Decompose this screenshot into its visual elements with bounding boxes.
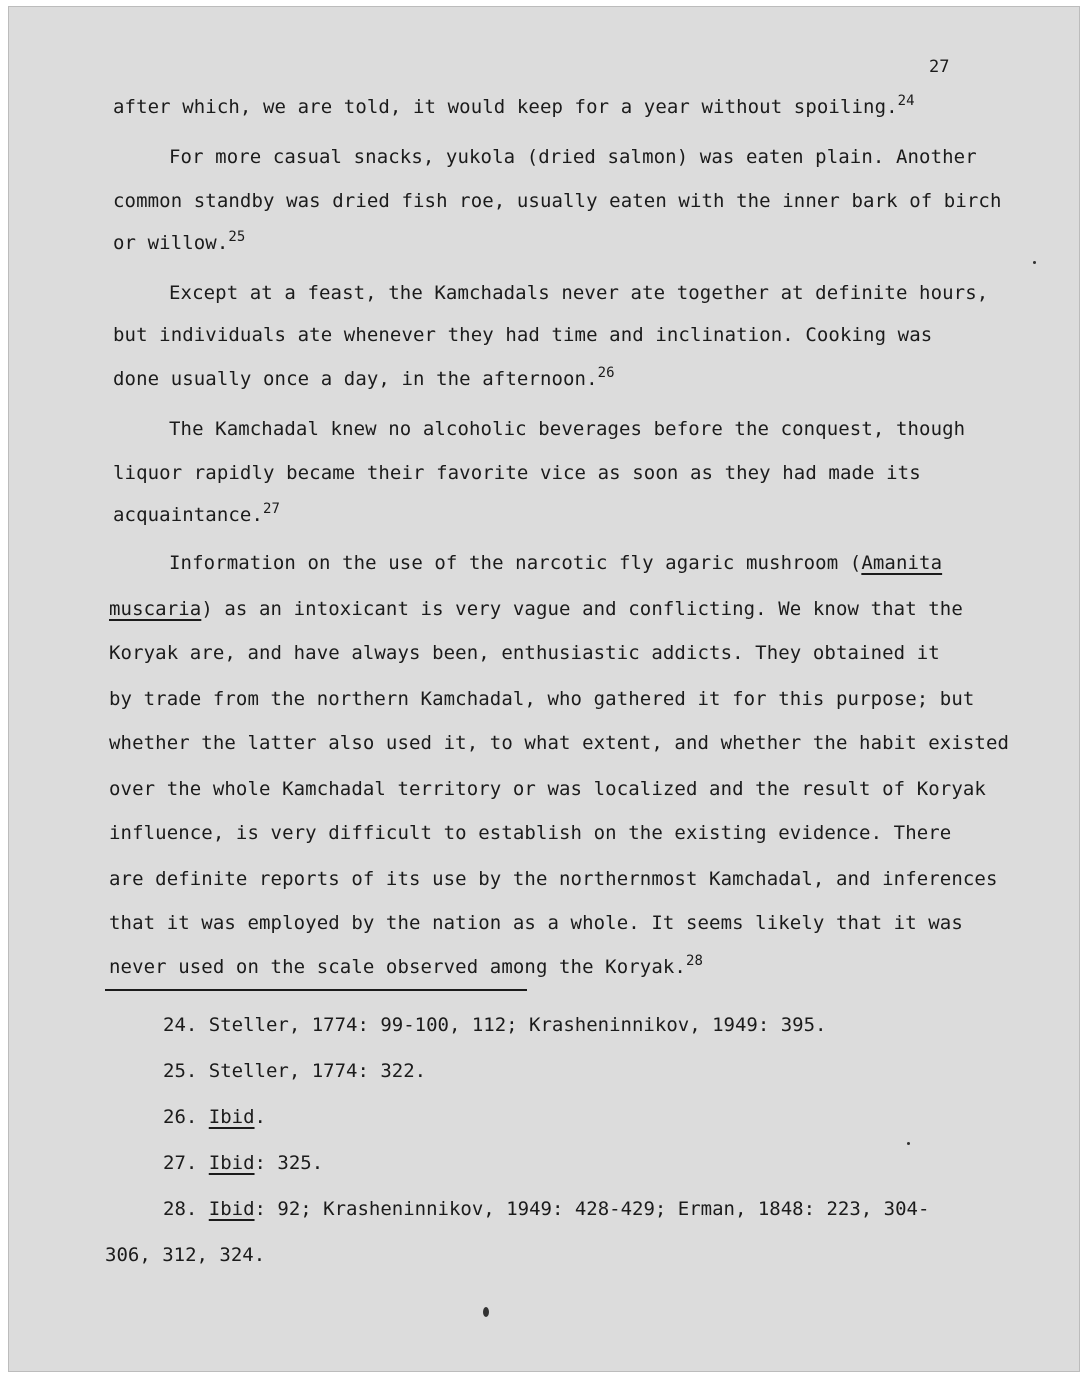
scan-speck bbox=[483, 1307, 489, 1317]
body-line bbox=[109, 821, 951, 845]
scan-speck bbox=[907, 1142, 910, 1145]
scan-speck bbox=[1033, 261, 1036, 264]
body-line bbox=[109, 955, 703, 979]
text-run: 25. Steller, 1774: 322. bbox=[163, 1060, 427, 1082]
underlined-text: Ibid bbox=[208, 1152, 255, 1174]
footnote-line bbox=[105, 1243, 265, 1267]
footnote-ref: 26 bbox=[597, 365, 615, 381]
text-run: are definite reports of its use by the northernmost Kamchadal, and inferences bbox=[109, 868, 998, 890]
text-run: liquor rapidly became their favorite vice as soon as they had made its bbox=[113, 462, 921, 484]
text-run: Except at a feast, the Kamchadals never ate together at definite hours, bbox=[169, 282, 989, 304]
text-run: 26. bbox=[163, 1106, 209, 1128]
body-line bbox=[113, 231, 245, 255]
body-line bbox=[109, 867, 998, 891]
text-run: by trade from the northern Kamchadal, who gathered it for this purpose; but bbox=[109, 688, 975, 710]
body-line bbox=[169, 281, 988, 305]
body-line bbox=[109, 731, 1009, 755]
body-line bbox=[113, 189, 1002, 213]
text-run: 24. Steller, 1774: 99-100, 112; Krasheninnikov, 1949: 395. bbox=[163, 1014, 827, 1036]
text-run: that it was employed by the nation as a whole. It seems likely that it was bbox=[109, 912, 963, 934]
body-line bbox=[169, 417, 965, 441]
footnote-ref: 27 bbox=[263, 501, 281, 517]
text-run: : 92; Krasheninnikov, 1949: 428-429; Erman, 1848: 223, 304- bbox=[254, 1198, 930, 1220]
text-run: Koryak are, and have always been, enthusiastic addicts. They obtained it bbox=[109, 642, 940, 664]
text-run: but individuals ate whenever they had time and inclination. Cooking was bbox=[113, 324, 933, 346]
page-number: 27 bbox=[929, 57, 950, 77]
body-line bbox=[109, 687, 974, 711]
text-run: influence, is very difficult to establish on the existing evidence. There bbox=[109, 822, 952, 844]
underlined-text: Amanita bbox=[861, 552, 943, 574]
text-run: . bbox=[254, 1106, 266, 1128]
text-run: 27. bbox=[163, 1152, 209, 1174]
footnote-line bbox=[163, 1013, 826, 1037]
body-line bbox=[109, 641, 940, 665]
document-page bbox=[8, 6, 1080, 1372]
body-line bbox=[113, 323, 932, 347]
body-line bbox=[169, 145, 977, 169]
text-run: The Kamchadal knew no alcoholic beverages before the conquest, though bbox=[169, 418, 966, 440]
footnote-divider bbox=[105, 989, 527, 991]
text-run: or willow. bbox=[113, 232, 229, 254]
body-line bbox=[109, 777, 986, 801]
text-run: : 325. bbox=[254, 1152, 324, 1174]
body-line bbox=[113, 367, 615, 391]
footnote-line bbox=[163, 1151, 323, 1175]
body-line bbox=[113, 503, 280, 527]
body-line bbox=[169, 551, 942, 575]
text-run: whether the latter also used it, to what extent, and whether the habit existed bbox=[109, 732, 1010, 754]
text-run: after which, we are told, it would keep for a year without spoiling. bbox=[113, 96, 898, 118]
underlined-text: Ibid bbox=[208, 1198, 255, 1220]
text-run: acquaintance. bbox=[113, 504, 264, 526]
body-line bbox=[109, 597, 963, 621]
text-run: done usually once a day, in the afternoon. bbox=[113, 368, 598, 390]
underlined-text: muscaria bbox=[109, 598, 202, 620]
text-run: over the whole Kamchadal territory or was localized and the result of Koryak bbox=[109, 778, 986, 800]
footnote-line bbox=[163, 1105, 266, 1129]
underlined-text: Ibid bbox=[208, 1106, 255, 1128]
body-line bbox=[113, 95, 915, 119]
text-run: common standby was dried fish roe, usually eaten with the inner bark of birch bbox=[113, 190, 1002, 212]
footnote-line bbox=[163, 1197, 929, 1221]
text-run: ) as an intoxicant is very vague and conflicting. We know that the bbox=[201, 598, 963, 620]
text-run: never used on the scale observed among the Koryak. bbox=[109, 956, 686, 978]
body-line bbox=[109, 911, 963, 935]
body-line bbox=[113, 461, 921, 485]
text-run: 306, 312, 324. bbox=[105, 1244, 266, 1266]
footnote-ref: 24 bbox=[897, 93, 915, 109]
footnote-line bbox=[163, 1059, 426, 1083]
footnote-ref: 25 bbox=[228, 229, 246, 245]
text-run: Information on the use of the narcotic fly agaric mushroom ( bbox=[169, 552, 862, 574]
text-run: 28. bbox=[163, 1198, 209, 1220]
text-run: For more casual snacks, yukola (dried salmon) was eaten plain. Another bbox=[169, 146, 977, 168]
footnote-ref: 28 bbox=[685, 953, 704, 969]
